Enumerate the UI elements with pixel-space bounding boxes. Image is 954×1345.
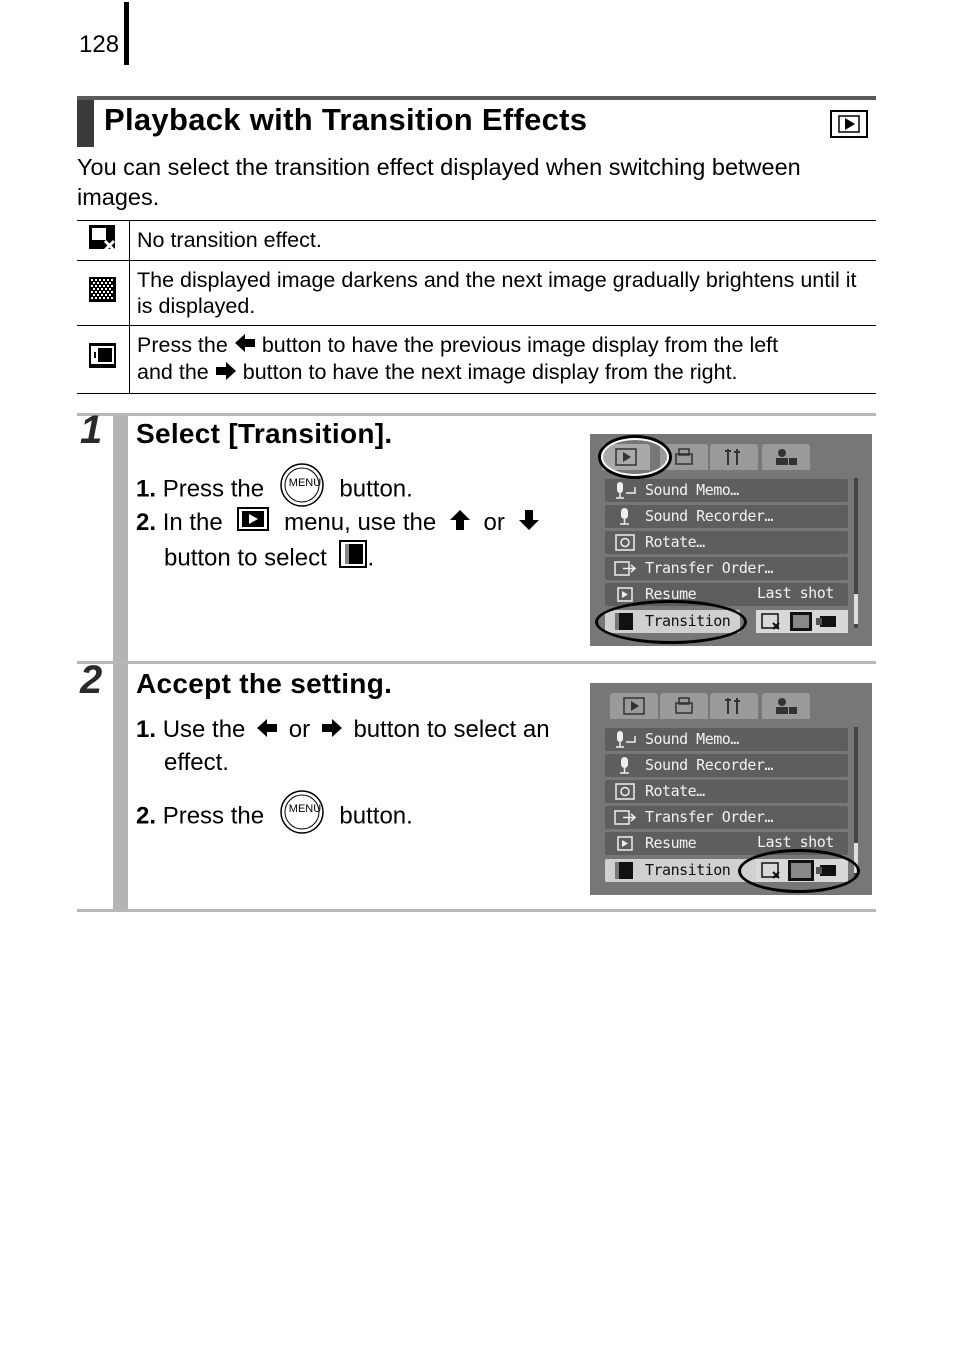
heading-bar <box>77 100 94 147</box>
setup-tab-icon <box>710 444 758 470</box>
print-tab-icon <box>660 693 708 719</box>
instruction-number: 1. <box>136 475 157 503</box>
instruction-text: Press the <box>162 802 265 830</box>
highlight-oval <box>738 849 860 893</box>
microphone-icon <box>613 756 639 780</box>
step-instruction <box>136 506 546 541</box>
menu-item-rotate[interactable] <box>605 531 848 554</box>
transfer-icon <box>613 808 639 832</box>
right-arrow-icon <box>321 714 343 748</box>
effect-text: button to have the previous image display from the left <box>261 333 779 357</box>
step-instruction <box>136 789 413 845</box>
menu-item-label: Resume <box>645 834 697 852</box>
menu-item-label: Transition <box>645 612 731 630</box>
menu-item-label: Rotate… <box>645 782 705 800</box>
no-transition-icon <box>77 221 130 261</box>
table-row <box>77 221 876 261</box>
step-title: Select [Transition]. <box>136 418 393 449</box>
instruction-text: Use the <box>162 716 246 743</box>
effect-description: The displayed image darkens and the next image gradually brightens until it is displayed. <box>130 261 877 326</box>
menu-button-label: MENU <box>288 803 322 815</box>
fade-transition-icon <box>77 261 130 326</box>
step-divider <box>77 413 876 416</box>
transfer-icon <box>613 559 639 583</box>
menu-item-transfer-order[interactable] <box>605 557 848 580</box>
menu-item-label: Sound Recorder… <box>645 507 773 525</box>
instruction-text: button to select <box>164 544 327 572</box>
step-instruction <box>164 540 374 578</box>
bottom-rule <box>77 909 876 912</box>
instruction-text: Press the <box>162 475 265 503</box>
menu-item-sound-memo[interactable] <box>605 728 848 751</box>
my-camera-tab-icon <box>762 444 810 470</box>
resume-value: Last shot <box>757 833 834 851</box>
page-number: 128 <box>79 31 120 58</box>
highlight-oval <box>595 600 747 644</box>
playback-mode-icon <box>830 110 868 138</box>
instruction-text: button to select an <box>353 716 550 743</box>
transition-options[interactable] <box>756 610 848 633</box>
menu-item-label: Resume <box>645 585 697 603</box>
step-instruction: effect. <box>164 749 229 776</box>
menu-item-label: Sound Memo… <box>645 481 739 499</box>
menu-item-label: Sound Recorder… <box>645 756 773 774</box>
resume-value: Last shot <box>757 584 834 602</box>
step-title: Accept the setting. <box>136 668 393 699</box>
step-instruction <box>136 713 550 748</box>
page-number-bar <box>124 2 129 65</box>
effect-text: button to have the next image display from the right. <box>242 360 738 385</box>
menu-item-label: Transfer Order… <box>645 559 773 577</box>
heading-rule <box>77 96 876 100</box>
step-number: 1 <box>80 408 103 452</box>
my-camera-tab-icon <box>762 693 810 719</box>
instruction-number: 1. <box>136 716 157 743</box>
menu-item-label: Transition <box>645 861 731 879</box>
menu-item-label: Transfer Order… <box>645 808 773 826</box>
menu-item-transfer-order[interactable] <box>605 806 848 829</box>
instruction-text: menu, use the <box>284 509 437 536</box>
right-arrow-icon <box>215 361 237 387</box>
instruction-text: button. <box>339 802 413 830</box>
menu-item-sound-memo[interactable] <box>605 479 848 502</box>
setup-tab-icon <box>710 693 758 719</box>
microphone-icon <box>613 507 639 531</box>
intro-paragraph: You can select the transition effect displayed when switching between images. <box>77 154 801 210</box>
instruction-text: . <box>367 544 375 572</box>
left-arrow-icon <box>256 714 278 748</box>
menu-item-rotate[interactable] <box>605 780 848 803</box>
menu-item-label: Rotate… <box>645 533 705 551</box>
effect-text: and the <box>137 360 209 385</box>
menu-button-icon <box>279 789 325 845</box>
instruction-text: or <box>483 509 505 536</box>
playback-tab-icon <box>610 693 658 719</box>
transition-setting-icon <box>613 861 639 885</box>
microphone-icon <box>613 730 639 754</box>
step-number: 2 <box>80 658 103 702</box>
table-row <box>77 261 876 326</box>
menu-button-label: MENU <box>288 477 322 489</box>
up-arrow-icon <box>449 507 471 541</box>
instruction-text: or <box>288 716 311 743</box>
effect-description: No transition effect. <box>130 221 877 261</box>
camera-screen-1 <box>590 434 872 646</box>
effect-description <box>130 326 877 394</box>
transition-setting-icon <box>339 540 367 578</box>
page-title: Playback with Transition Effects <box>104 102 588 137</box>
down-arrow-icon <box>518 507 540 541</box>
highlight-oval-inner <box>601 438 669 476</box>
camera-screen-2 <box>590 683 872 895</box>
step-bar <box>113 416 128 662</box>
playback-menu-icon <box>237 507 269 541</box>
scrollbar-thumb[interactable] <box>854 594 858 624</box>
instruction-text: In the <box>162 509 223 536</box>
microphone-icon <box>613 481 639 505</box>
rotate-icon <box>613 533 639 557</box>
instruction-number: 2. <box>136 802 157 830</box>
instruction-text: button. <box>339 475 413 503</box>
slide-transition-icon <box>77 326 130 394</box>
instruction-number: 2. <box>136 509 157 536</box>
effects-table <box>77 220 876 394</box>
step-bar <box>113 664 128 912</box>
left-arrow-icon <box>234 333 256 359</box>
resume-icon <box>613 834 639 858</box>
menu-item-sound-recorder[interactable] <box>605 754 848 777</box>
menu-item-label: Sound Memo… <box>645 730 739 748</box>
table-row <box>77 326 876 394</box>
effect-text: Press the <box>137 333 228 357</box>
menu-item-sound-recorder[interactable] <box>605 505 848 528</box>
step-divider <box>77 661 876 664</box>
rotate-icon <box>613 782 639 806</box>
